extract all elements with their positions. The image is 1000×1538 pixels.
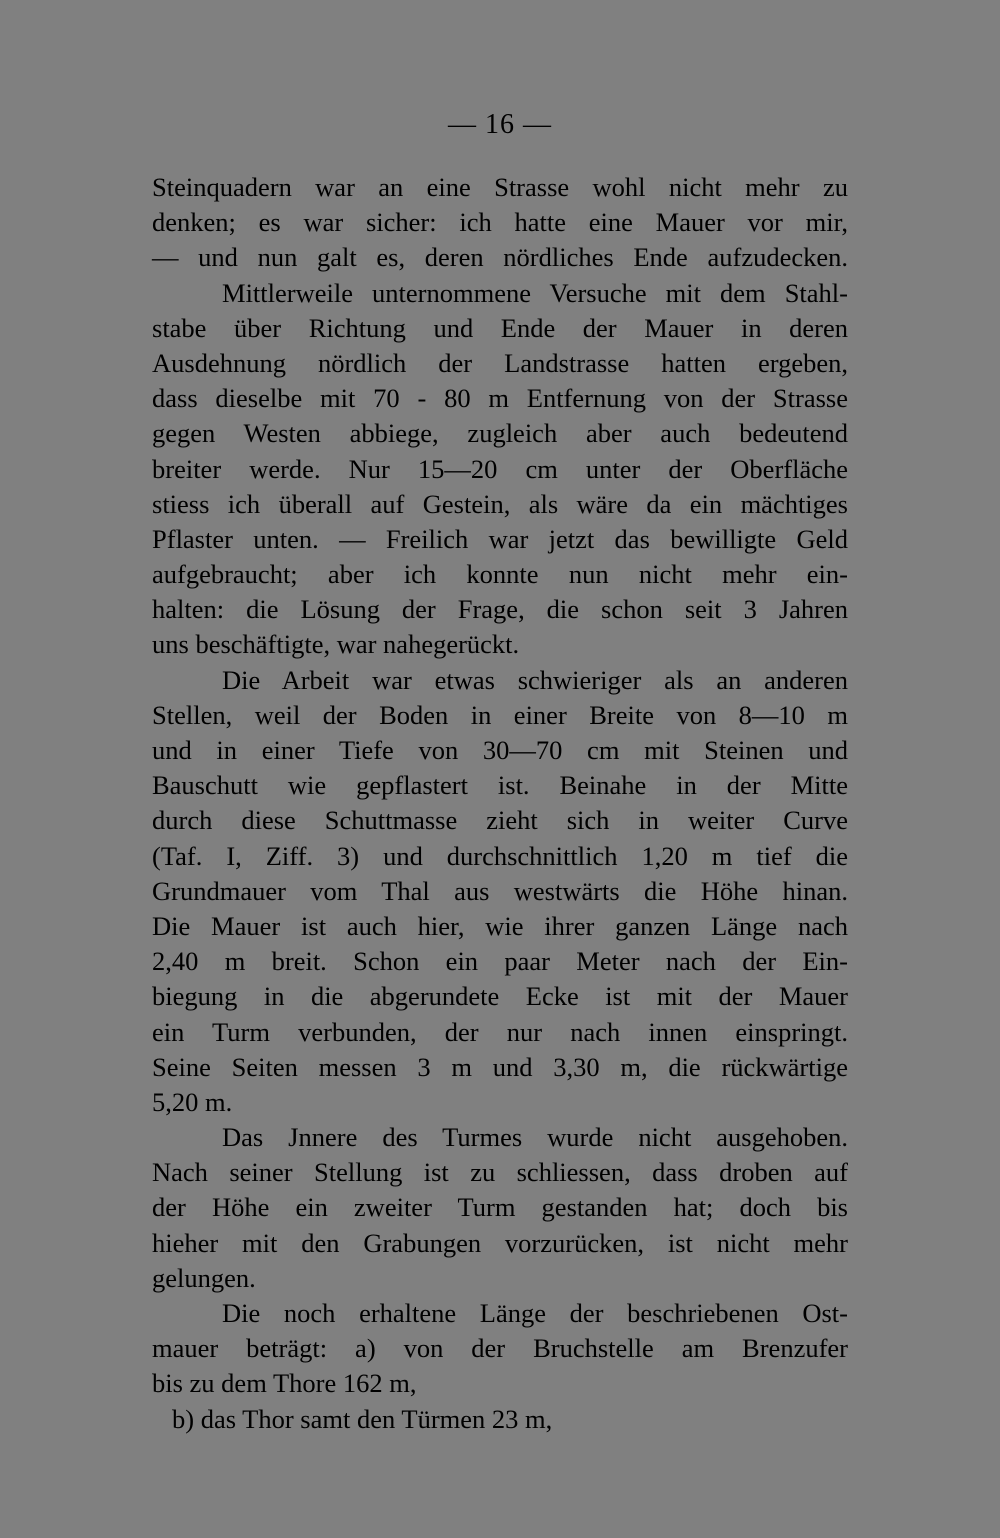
page-number: — 16 —	[448, 109, 552, 140]
text-line: gegen Westen abbiege, zugleich aber auch bedeutend	[152, 418, 848, 449]
text-line: Bauschutt wie gepflastert ist. Beinahe in der Mitte	[152, 770, 848, 801]
text-line: halten: die Lösung der Frage, die schon seit 3 Jahren	[152, 594, 848, 625]
text-line: Die noch erhaltene Länge der beschriebenen Ost-	[222, 1298, 848, 1328]
text-line: bis zu dem Thore 162 m,	[152, 1368, 417, 1399]
text-line: Die Arbeit war etwas schwieriger als an anderen	[222, 664, 848, 695]
text-line: und in einer Tiefe von 30—70 cm mit Steinen und	[152, 735, 848, 765]
body-text	[152, 170, 848, 1437]
text-line: Mittlerweile unternommene Versuche mit dem Stahl-	[222, 277, 848, 308]
text-line: biegung in die abgerundete Ecke ist mit der Mauer	[152, 981, 848, 1012]
text-line: Pflaster unten. — Freilich war jetzt das bewilligte Geld	[152, 523, 848, 554]
text-line: gelungen.	[152, 1262, 256, 1293]
text-line: hieher mit den Grabungen vorzurücken, ist nicht mehr	[152, 1227, 848, 1258]
text-line: aufgebraucht; aber ich konnte nun nicht mehr ein-	[152, 559, 848, 590]
text-line: Seine Seiten messen 3 m und 3,30 m, die rückwärtige	[152, 1051, 848, 1082]
text-line: dass dieselbe mit 70 - 80 m Entfernung von der Strasse	[152, 383, 848, 414]
text-line: Das Jnnere des Turmes wurde nicht ausgehoben.	[222, 1122, 848, 1153]
text-line: Grundmauer vom Thal aus westwärts die Höhe hinan.	[152, 875, 848, 906]
text-line: Die Mauer ist auch hier, wie ihrer ganzen Länge nach	[152, 910, 848, 941]
text-line: Steinquadern war an eine Strasse wohl nicht mehr zu	[152, 172, 848, 202]
text-line: — und nun galt es, deren nördliches Ende aufzudecken.	[152, 242, 848, 273]
text-line: b) das Thor samt den Türmen 23 m,	[172, 1403, 553, 1434]
text-line: Ausdehnung nördlich der Landstrasse hatten ergeben,	[152, 347, 848, 378]
text-line: 2,40 m breit. Schon ein paar Meter nach der Ein-	[152, 946, 848, 977]
text-line: Stellen, weil der Boden in einer Breite von 8—10 m	[152, 699, 848, 730]
text-line: stiess ich überall auf Gestein, als wäre da ein mächtiges	[152, 488, 848, 519]
text-line: denken; es war sicher: ich hatte eine Mauer vor mir,	[152, 207, 848, 238]
text-line: (Taf. I, Ziff. 3) und durchschnittlich 1,20 m tief die	[152, 840, 848, 871]
text-line: 5,20 m.	[152, 1086, 233, 1117]
text-line: uns beschäftigte, war nahegerückt.	[152, 629, 520, 660]
text-line: breiter werde. Nur 15—20 cm unter der Oberfläche	[152, 453, 848, 484]
text-line: ein Turm verbunden, der nur nach innen einspringt.	[152, 1016, 848, 1047]
text-line: durch diese Schuttmasse zieht sich in weiter Curve	[152, 805, 848, 836]
text-line: stabe über Richtung und Ende der Mauer in deren	[152, 312, 848, 343]
text-line: mauer beträgt: a) von der Bruchstelle am Brenzufer	[152, 1333, 848, 1364]
text-line: Nach seiner Stellung ist zu schliessen, dass droben auf	[152, 1157, 848, 1188]
text-line: der Höhe ein zweiter Turm gestanden hat; doch bis	[152, 1192, 848, 1223]
